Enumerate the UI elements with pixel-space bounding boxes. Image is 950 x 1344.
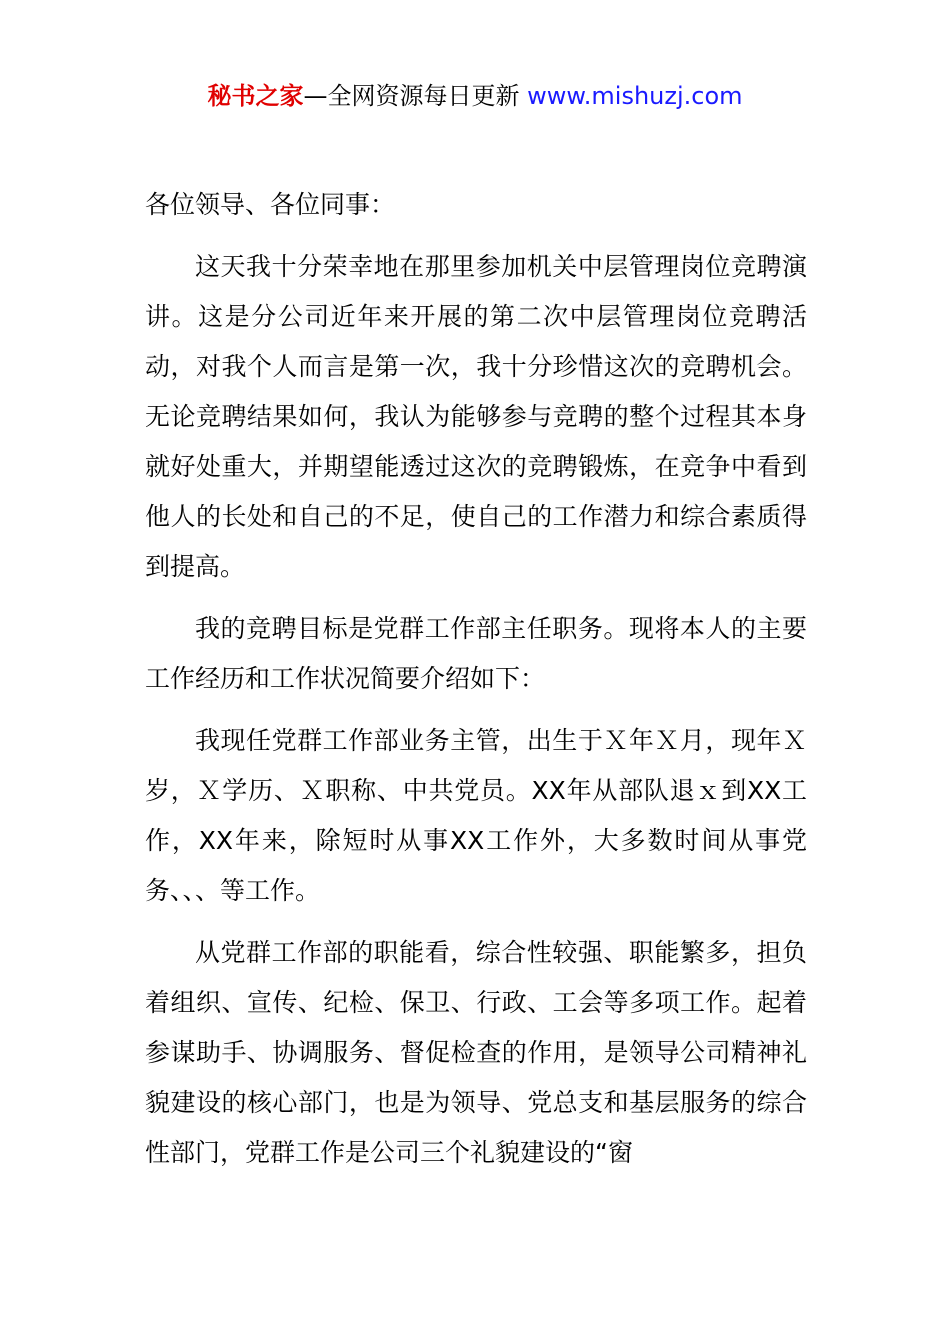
- document-body: [145, 180, 807, 1190]
- paragraph: 这天我十分荣幸地在那里参加机关中层管理岗位竞聘演讲。这是分公司近年来开展的第二次中层管理岗位竞聘活动，对我个人而言是第一次，我十分珍惜这次的竞聘机会。无论竞聘结果如何，我认为能够参与竞聘的整个过程其本身就好处重大，并期望能透过这次的竞聘锻炼，在竞争中看到他人的长处和自己的不足，使自己的工作潜力和综合素质得到提高。: [145, 252, 807, 581]
- paragraph: 从党群工作部的职能看，综合性较强、职能繁多，担负着组织、宣传、纪检、保卫、行政、工会等多项工作。起着参谋助手、协调服务、督促检查的作用，是领导公司精神礼貌建设的核心部门，也是为领导、党总支和基层服务的综合性部门，党群工作是公司三个礼貌建设的“窗: [145, 938, 807, 1167]
- brand-name: 秘书之家: [207, 82, 304, 110]
- header-tagline: —全网资源每日更新: [303, 82, 520, 110]
- paragraph: 我现任党群工作部业务主管，出生于Ｘ年Ｘ月，现年Ｘ岁，Ｘ学历、Ｘ职称、中共党员。XX年从部队退ｘ到XX工作，XX年来，除短时从事XX工作外，大多数时间从事党务、、、等工作。: [145, 726, 807, 905]
- paragraph: 我的竞聘目标是党群工作部主任职务。现将本人的主要工作经历和工作状况简要介绍如下：: [145, 614, 807, 693]
- salutation: 各位领导、各位同事：: [145, 190, 396, 219]
- page-header: [0, 78, 950, 114]
- website-link[interactable]: www.mishuzj.com: [527, 82, 743, 110]
